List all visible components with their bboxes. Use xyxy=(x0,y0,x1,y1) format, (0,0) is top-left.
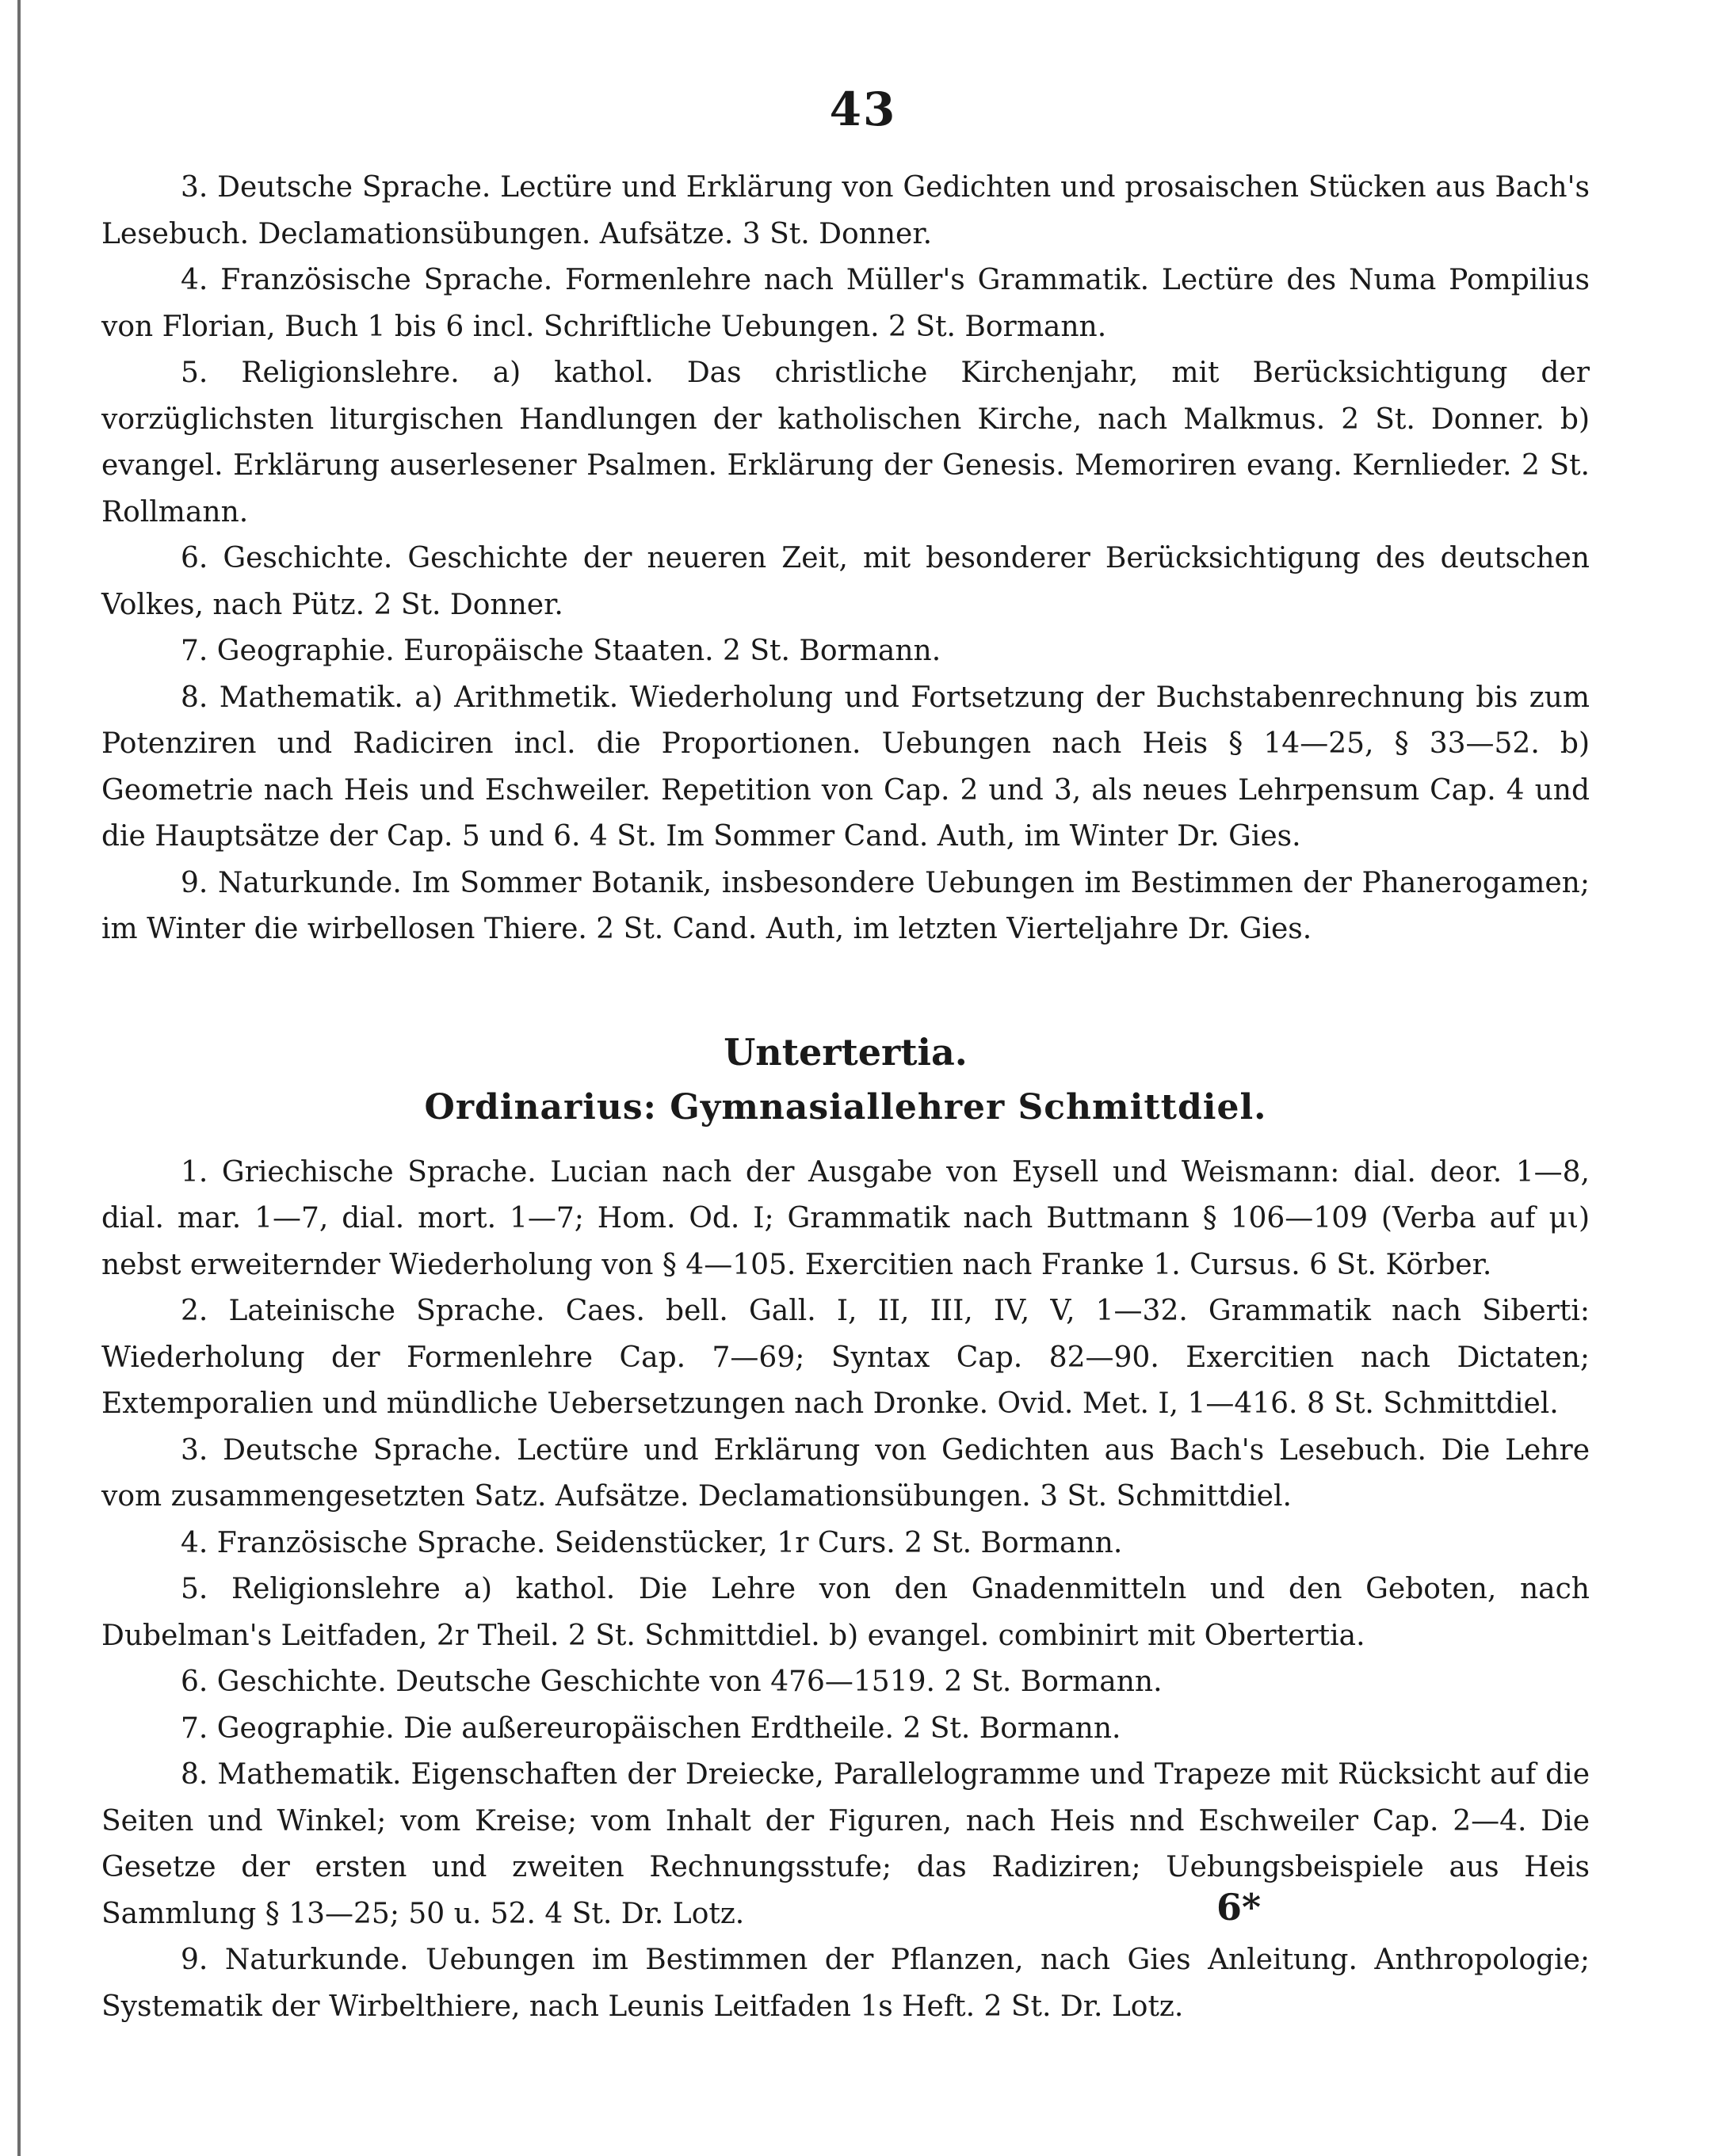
obertertia-item-5-religion: 5. Religionslehre. a) kathol. Das christliche Kirchenjahr, mit Berücksichtigung der vorzüglichsten liturgischen Handlungen der katholischen Kirche, nach Malkmus. 2 St. Donner. b) evangel. Erklärung auserlesener Psalmen. Erklärung der Genesis. Memoriren evang. Kernlieder. 2 St. Rollmann. xyxy=(101,357,1590,529)
text-column xyxy=(101,165,1590,2030)
untertertia-item-7-geographie: 7. Geographie. Die außereuropäischen Erdtheile. 2 St. Bormann. xyxy=(181,1711,1121,1745)
untertertia-item-3-deutsch: 3. Deutsche Sprache. Lectüre und Erklärung von Gedichten aus Bach's Lesebuch. Die Lehre vom zusammengesetzten Satz. Aufsätze. Declamationsübungen. 3 St. Schmittdiel. xyxy=(101,1433,1590,1513)
untertertia-item-2-latein: 2. Lateinische Sprache. Caes. bell. Gall. I, II, III, IV, V, 1—32. Grammatik nach Siberti: Wiederholung der Formenlehre Cap. 7—69; Syntax Cap. 82—90. Exercitien nach Dictaten; Extemporalien und mündliche Uebersetzungen nach Dronke. Ovid. Met. I, 1—416. 8 St. Schmittdiel. xyxy=(101,1295,1590,1420)
untertertia-item-9-naturkunde: 9. Naturkunde. Uebungen im Bestimmen der Pflanzen, nach Gies Anleitung. Anthropologie; Systematik der Wirbelthiere, nach Leunis Leitfaden 1s Heft. 2 St. Dr. Lotz. xyxy=(101,1944,1590,2023)
obertertia-item-7-geographie: 7. Geographie. Europäische Staaten. 2 St. Bormann. xyxy=(181,635,941,667)
obertertia-item-6-geschichte: 6. Geschichte. Geschichte der neueren Zeit, mit besonderer Berücksichtigung des deutschen Volkes, nach Pütz. 2 St. Donner. xyxy=(101,542,1590,621)
obertertia-item-8-mathematik: 8. Mathematik. a) Arithmetik. Wiederholung und Fortsetzung der Buchstabenrechnung bis zum Potenziren und Radiciren incl. die Proportionen. Uebungen nach Heis § 14—25, § 33—52. b) Geometrie nach Heis und Eschweiler. Repetition von Cap. 2 und 3, als neues Lehrpensum Cap. 4 und die Hauptsätze der Cap. 5 und 6. 4 St. Im Sommer Cand. Auth, im Winter Dr. Gies. xyxy=(101,681,1590,853)
untertertia-item-4-franzoesisch: 4. Französische Sprache. Seidenstücker, 1r Curs. 2 St. Bormann. xyxy=(181,1526,1123,1559)
untertertia-item-6-geschichte: 6. Geschichte. Deutsche Geschichte von 476—1519. 2 St. Bormann. xyxy=(181,1666,1163,1698)
page-number: 43 xyxy=(829,82,897,136)
section-subheading: Ordinarius: Gymnasiallehrer Schmittdiel. xyxy=(424,1086,1267,1128)
signature-mark: 6* xyxy=(1216,1886,1262,1929)
untertertia-item-1-griechisch: 1. Griechische Sprache. Lucian nach der Ausgabe von Eysell und Weismann: dial. deor. 1—8, dial. mar. 1—7, dial. mort. 1—7; Hom. Od. I; Grammatik nach Buttmann § 106—109 (Verba auf μι) nebst erweiternder Wiederholung von § 4—105. Exercitien nach Franke 1. Cursus. 6 St. Körber. xyxy=(101,1155,1590,1281)
page-edge-line xyxy=(17,0,21,2156)
untertertia-item-8-mathematik: 8. Mathematik. Eigenschaften der Dreiecke, Parallelogramme und Trapeze mit Rücksicht auf die Seiten und Winkel; vom Kreise; vom Inhalt der Figuren, nach Heis nnd Eschweiler Cap. 2—4. Die Gesetze der ersten und zweiten Rechnungsstufe; das Radiziren; Uebungsbeispiele aus Heis Sammlung § 13—25; 50 u. 52. 4 St. Dr. Lotz. xyxy=(101,1758,1590,1930)
section-spacer xyxy=(101,953,1590,1017)
section-heading: Untertertia. xyxy=(724,1030,968,1074)
obertertia-item-3-deutsch: 3. Deutsche Sprache. Lectüre und Erklärung von Gedichten und prosaischen Stücken aus Bach's Lesebuch. Declamationsübungen. Aufsätze. 3 St. Donner. xyxy=(101,171,1590,250)
obertertia-item-4-franzoesisch: 4. Französische Sprache. Formenlehre nach Müller's Grammatik. Lectüre des Numa Pompilius von Florian, Buch 1 bis 6 incl. Schriftliche Uebungen. 2 St. Bormann. xyxy=(101,264,1590,343)
obertertia-item-9-naturkunde: 9. Naturkunde. Im Sommer Botanik, insbesondere Uebungen im Bestimmen der Phanerogamen; im Winter die wirbellosen Thiere. 2 St. Cand. Auth, im letzten Vierteljahre Dr. Gies. xyxy=(101,866,1590,945)
untertertia-item-5-religion: 5. Religionslehre a) kathol. Die Lehre von den Gnadenmitteln und den Geboten, nach Dubelman's Leitfaden, 2r Theil. 2 St. Schmittdiel. b) evangel. combinirt mit Obertertia. xyxy=(101,1573,1590,1652)
